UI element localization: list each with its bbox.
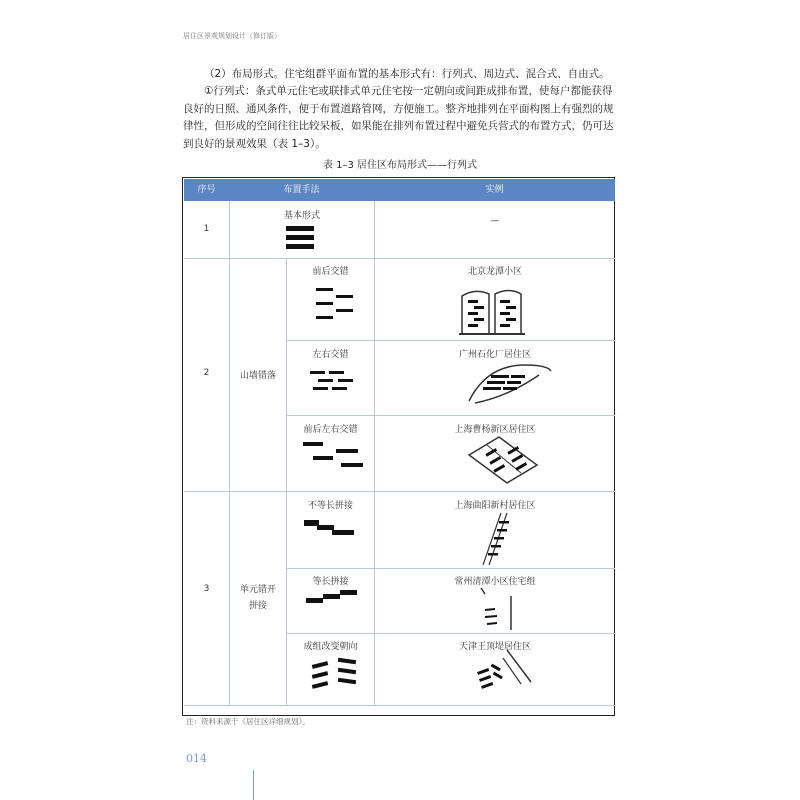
method-label: 左右交错 [312, 350, 349, 360]
example-label: — [490, 216, 500, 226]
grid-line [286, 340, 615, 341]
diagram-equal-length-joint [306, 590, 360, 606]
diagram-basic-form [286, 226, 316, 252]
example-label: 广州石化厂居住区 [458, 350, 531, 360]
diagram-group-orientation-change [311, 657, 365, 691]
header-method: 布置手法 [283, 185, 320, 195]
method-label: 不等长拼接 [307, 501, 353, 511]
grid-line [286, 633, 615, 634]
grid-line [184, 705, 615, 706]
method-label: 等长拼接 [312, 577, 349, 587]
running-head: 居住区景观规划设计（修订版） [183, 32, 281, 40]
diagram-front-back-left-right-stagger [303, 442, 365, 474]
table-caption: 表 1–3 居住区布局形式——行列式 [322, 160, 478, 171]
site-plan-tianjin-wangdingdi [473, 648, 533, 694]
diagram-front-back-stagger [316, 288, 356, 324]
example-label: 北京龙潭小区 [467, 267, 522, 277]
site-plan-shanghai-quyang [479, 511, 515, 567]
row-number: 2 [203, 368, 210, 378]
table-header [184, 179, 615, 201]
grid-line [184, 258, 615, 259]
paragraph-row-layout: ①行列式：条式单元住宅或联排式单元住宅按一定朝向或间距成排布置，使每户都能获得良好的日照、通风条件，便于布置道路管网，方便施工。整齐地排列在平面构图上有强烈的规律性，但形成的空间往往比较呆板，如果能在排列布置过程中避免兵营式的布置方式，仍可达到良好的景观效果（表 1–3）。 [183, 85, 614, 150]
page-number: 014 [186, 752, 207, 765]
site-plan-beijing-longtan [459, 282, 525, 336]
method-label: 前后左右交错 [303, 425, 358, 435]
grid-line [286, 258, 287, 705]
diagram-unequal-length-joint [304, 520, 358, 542]
site-plan-changzhou-qingtan [479, 586, 519, 632]
example-label: 天津王顶堤居住区 [458, 642, 531, 652]
grid-line [374, 201, 375, 258]
header-no: 序号 [197, 185, 216, 195]
method-label: 基本形式 [283, 211, 320, 221]
example-label: 常州清潭小区住宅组 [454, 577, 536, 587]
grid-line [374, 258, 375, 705]
header-example: 实例 [485, 185, 504, 195]
paragraph-layout-forms: （2）布局形式。住宅组群平面布置的基本形式有：行列式、周边式、混合式、自由式。 [204, 68, 610, 80]
method-label: 前后交错 [312, 267, 349, 277]
site-plan-guangzhou-petrochem [467, 361, 553, 405]
gutter-line [253, 770, 254, 800]
grid-line [184, 491, 615, 492]
site-plan-shanghai-caoyang [467, 435, 539, 485]
method-label: 成组改变朝向 [303, 642, 358, 652]
category-label: 山墙错落 [239, 371, 276, 381]
category-label: 单元错开拼接 [239, 585, 276, 611]
grid-line [229, 201, 230, 705]
layout-table [182, 177, 615, 716]
table-footnote: 注：资料来源于《居住区详细规划》。 [186, 717, 310, 726]
grid-line [286, 568, 615, 569]
diagram-left-right-stagger [310, 371, 362, 401]
example-label: 上海曲阳新村居住区 [454, 501, 536, 511]
row-number: 3 [203, 584, 210, 594]
example-label: 上海曹杨新区居住区 [454, 425, 536, 435]
row-number: 1 [203, 224, 210, 234]
grid-line [286, 415, 615, 416]
